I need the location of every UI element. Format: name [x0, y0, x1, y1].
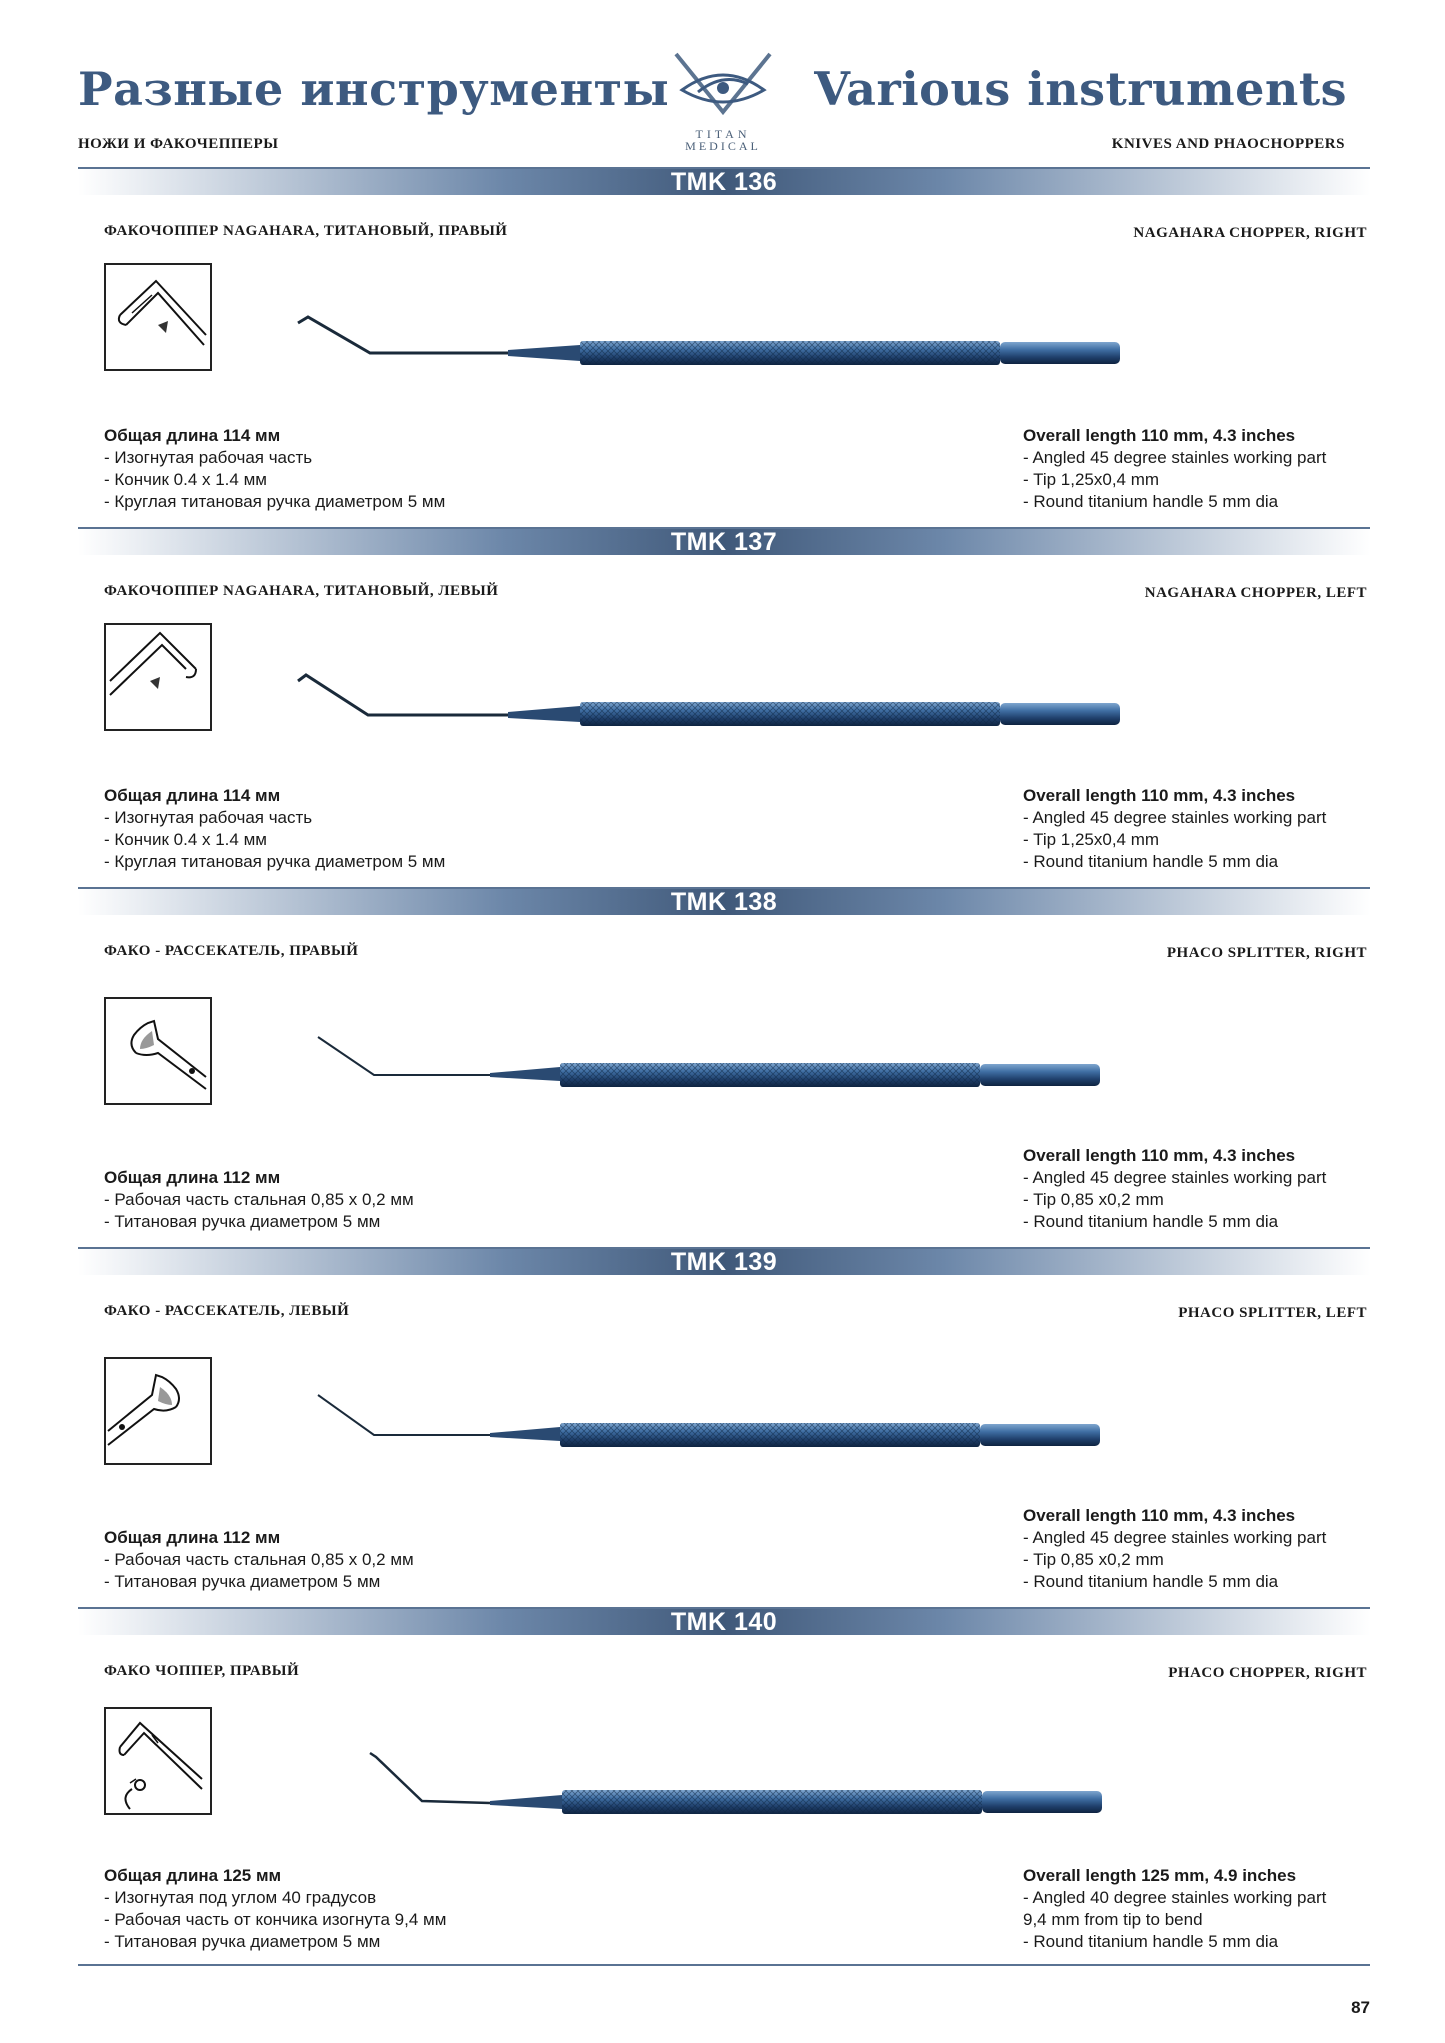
product-code-bar	[78, 1247, 1370, 1275]
product-title-ru: ФАКОЧОППЕР NAGAHARA, ТИТАНОВЫЙ, ПРАВЫЙ	[104, 223, 508, 239]
product-code: TMK 136	[670, 168, 778, 196]
spec-line: - Титановая ручка диаметром 5 мм	[104, 1932, 381, 1951]
spec-heading-ru: Общая длина 114 мм	[104, 786, 281, 805]
spec-heading-en: Overall length 110 mm, 4.3 inches	[1023, 1506, 1296, 1525]
footer-divider	[78, 1964, 1370, 1966]
spec-line: - Round titanium handle 5 mm dia	[1023, 492, 1279, 511]
spec-line: - Кончик 0.4 х 1.4 мм	[104, 470, 267, 489]
chopper-tip-icon	[106, 265, 210, 369]
spec-en	[1023, 1865, 1326, 1953]
spec-heading-ru: Общая длина 125 мм	[104, 1866, 282, 1885]
spec-heading-en: Overall length 110 mm, 4.3 inches	[1023, 786, 1296, 805]
spec-line: - Angled 45 degree stainles working part	[1023, 1528, 1327, 1547]
product-code-bar	[78, 167, 1370, 195]
spec-line: - Tip 1,25x0,4 mm	[1023, 470, 1160, 489]
titan-medical-logo	[658, 50, 788, 160]
page-number: 87	[1351, 1998, 1370, 2017]
spec-ru	[104, 1527, 414, 1593]
product-code-bar	[78, 527, 1370, 555]
spec-line: - Титановая ручка диаметром 5 мм	[104, 1212, 381, 1231]
tip-detail-drawing	[104, 997, 212, 1105]
spec-line: - Tip 0,85 x0,2 mm	[1023, 1190, 1164, 1209]
splitter-tip-icon	[106, 999, 210, 1103]
spec-line: - Изогнутая рабочая часть	[104, 808, 313, 827]
product-title-en: NAGAHARA CHOPPER, RIGHT	[1133, 225, 1367, 241]
product-title-ru: ФАКО - РАССЕКАТЕЛЬ, ЛЕВЫЙ	[104, 1303, 350, 1319]
product-title-en: NAGAHARA CHOPPER, LEFT	[1144, 585, 1367, 601]
spec-line: - Кончик 0.4 х 1.4 мм	[104, 830, 267, 849]
product-tmk-138	[0, 887, 1445, 1247]
chopper-tip-icon	[106, 1709, 210, 1813]
product-code: TMK 139	[670, 1248, 778, 1276]
spec-ru	[104, 425, 445, 513]
tip-detail-drawing	[104, 263, 212, 371]
logo-text-titan: TITAN	[695, 127, 751, 141]
spec-line: - Рабочая часть стальная 0,85 х 0,2 мм	[104, 1550, 414, 1569]
spec-en	[1023, 1145, 1326, 1233]
spec-heading-ru: Общая длина 112 мм	[104, 1168, 281, 1187]
page-title-ru: Разные инструменты	[78, 62, 670, 116]
spec-ru	[104, 1167, 414, 1233]
page-title-en: Various instruments	[814, 62, 1347, 116]
tip-detail-drawing	[104, 623, 212, 731]
spec-line: - Angled 45 degree stainles working part	[1023, 1168, 1327, 1187]
spec-line: - Tip 1,25x0,4 mm	[1023, 830, 1160, 849]
spec-line: 9,4 mm from tip to bend	[1023, 1910, 1203, 1929]
product-tmk-139	[0, 1247, 1445, 1607]
spec-heading-ru: Общая длина 112 мм	[104, 1528, 281, 1547]
spec-line: - Круглая титановая ручка диаметром 5 мм	[104, 492, 446, 511]
product-tmk-137	[0, 527, 1445, 887]
instrument-image	[290, 663, 1140, 773]
instrument-image	[290, 1383, 1140, 1493]
spec-ru	[104, 785, 445, 873]
spec-line: - Рабочая часть от кончика изогнута 9,4 мм	[104, 1910, 447, 1929]
spec-line: - Round titanium handle 5 mm dia	[1023, 852, 1279, 871]
spec-en	[1023, 1505, 1326, 1593]
product-tmk-140	[0, 1607, 1445, 1967]
page-subtitle-en: KNIVES AND PHAOCHOPPERS	[1111, 136, 1345, 152]
spec-heading-ru: Общая длина 114 мм	[104, 426, 281, 445]
spec-line: - Round titanium handle 5 mm dia	[1023, 1212, 1279, 1231]
product-title-ru: ФАКОЧОППЕР NAGAHARA, ТИТАНОВЫЙ, ЛЕВЫЙ	[104, 583, 499, 599]
spec-line: - Angled 40 degree stainles working part	[1023, 1888, 1327, 1907]
splitter-tip-icon	[106, 1359, 210, 1463]
tip-detail-drawing	[104, 1357, 212, 1465]
tip-detail-drawing	[104, 1707, 212, 1815]
chopper-tip-icon	[106, 625, 210, 729]
spec-line: - Round titanium handle 5 mm dia	[1023, 1932, 1279, 1951]
logo-text-medical: MEDICAL	[685, 139, 761, 153]
spec-line: - Рабочая часть стальная 0,85 х 0,2 мм	[104, 1190, 414, 1209]
product-tmk-136	[0, 167, 1445, 527]
instrument-image	[290, 303, 1140, 413]
product-code: TMK 140	[670, 1608, 778, 1636]
spec-line: - Angled 45 degree stainles working part	[1023, 808, 1327, 827]
instrument-image	[290, 1743, 1140, 1853]
spec-line: - Round titanium handle 5 mm dia	[1023, 1572, 1279, 1591]
spec-en	[1023, 785, 1326, 873]
product-title-en: PHACO SPLITTER, LEFT	[1178, 1305, 1367, 1321]
product-code: TMK 137	[670, 528, 778, 556]
product-title-ru: ФАКО ЧОППЕР, ПРАВЫЙ	[104, 1663, 300, 1679]
spec-line: - Титановая ручка диаметром 5 мм	[104, 1572, 381, 1591]
spec-ru	[104, 1865, 446, 1953]
spec-en	[1023, 425, 1326, 513]
product-title-en: PHACO CHOPPER, RIGHT	[1168, 1665, 1367, 1681]
spec-line: - Изогнутая под углом 40 градусов	[104, 1888, 377, 1907]
spec-line: - Изогнутая рабочая часть	[104, 448, 313, 467]
product-code-bar	[78, 1607, 1370, 1635]
spec-line: - Круглая титановая ручка диаметром 5 мм	[104, 852, 446, 871]
page-subtitle-ru: НОЖИ И ФАКОЧЕППЕРЫ	[78, 136, 279, 152]
product-title-ru: ФАКО - РАССЕКАТЕЛЬ, ПРАВЫЙ	[104, 943, 359, 959]
instrument-image	[290, 1023, 1140, 1133]
product-title-en: PHACO SPLITTER, RIGHT	[1166, 945, 1367, 961]
logo-emblem-icon	[668, 50, 778, 128]
spec-heading-en: Overall length 110 mm, 4.3 inches	[1023, 426, 1296, 445]
spec-line: - Angled 45 degree stainles working part	[1023, 448, 1327, 467]
spec-heading-en: Overall length 125 mm, 4.9 inches	[1023, 1866, 1297, 1885]
product-code-bar	[78, 887, 1370, 915]
product-code: TMK 138	[670, 888, 778, 916]
spec-line: - Tip 0,85 x0,2 mm	[1023, 1550, 1164, 1569]
spec-heading-en: Overall length 110 mm, 4.3 inches	[1023, 1146, 1296, 1165]
